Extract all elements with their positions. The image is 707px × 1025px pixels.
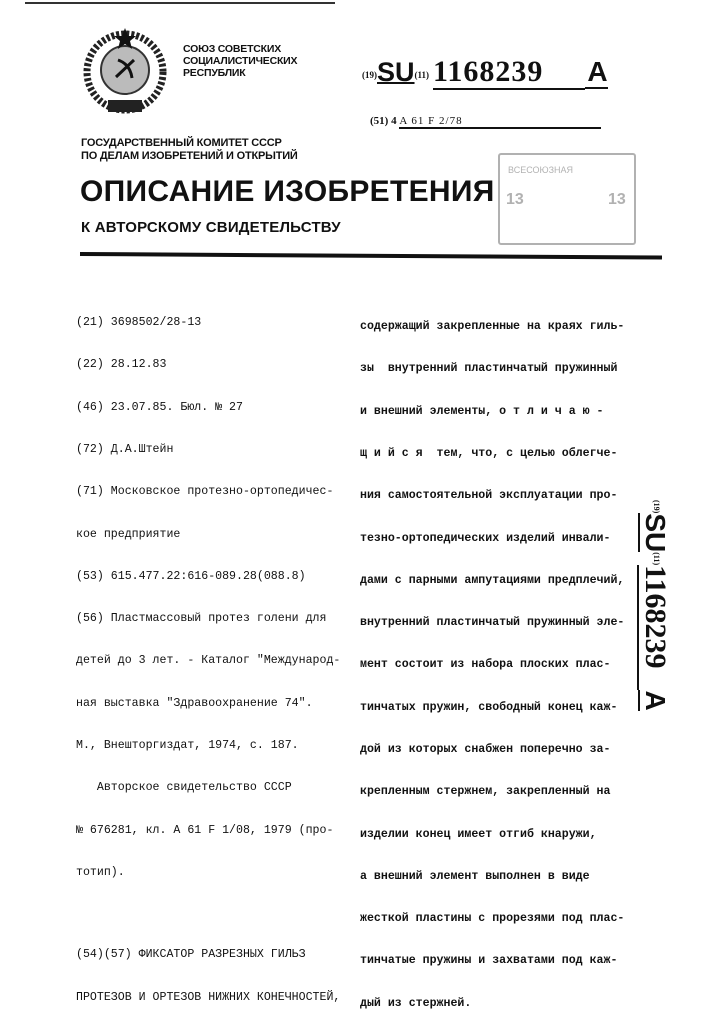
biblio-line: детей до 3 лет. - Каталог "Международ- [76,654,341,668]
ipc-classification [370,115,601,127]
claim-line: изделии конец имеет отгиб кнаружи, [360,827,597,841]
claim-line: тезно-ортопедических изделий инвали- [360,531,611,545]
claim-line: жесткой пластины с прорезями под плас- [360,912,625,926]
claim-line: зы внутренний пластинчатый пружинный [360,362,618,376]
patent-number: 1168239 [433,55,585,90]
library-stamp [498,153,636,245]
claim-line: мент состоит из набора плоских плас- [360,658,611,672]
header-divider [80,252,662,260]
ipc-label: (51) 4 [370,115,397,127]
document-title: ОПИСАНИЕ ИЗОБРЕТЕНИЯ [80,175,495,208]
bibliographic-data [76,288,340,1019]
side-number-code-label: (11) [652,552,661,566]
side-kind-code: A [640,690,671,711]
biblio-line: тотип). [76,865,125,879]
committee-line-2: ПО ДЕЛАМ ИЗОБРЕТЕНИЙ И ОТКРЫТИЙ [81,150,298,162]
biblio-line: № 676281, кл. A 61 F 1/08, 1979 (про- [76,823,334,837]
top-edge-line [25,2,335,4]
claim-line: дый из стержней. [360,996,472,1010]
claim-text [360,292,624,1025]
biblio-line: (46) 23.07.85. Бюл. № 27 [76,400,243,414]
document-subtitle: К АВТОРСКОМУ СВИДЕТЕЛЬСТВУ [81,219,341,236]
ipc-value: A 61 F 2/78 [399,115,600,129]
biblio-line: М., Внешторгиздат, 1974, с. 187. [76,739,299,752]
claim-line: внутренний пластинчатый пружинный эле- [360,616,625,630]
biblio-line: (22) 28.12.83 [76,358,167,372]
stamp-digits-left: 13 [506,191,524,208]
biblio-line: (56) Пластмассовый протез голени для [76,612,327,626]
claim-line: тинчатые пружины и захватами под каж- [360,954,618,968]
claim-line: дами с парными ампутациями предплечий, [360,573,625,587]
claim-line: ния самостоятельной эксплуатации про- [360,489,618,503]
stamp-digits-right: 13 [608,191,626,208]
ussr-emblem-icon [80,22,170,117]
claim-line: щ и й с я тем, что, с целью облегче- [360,447,618,461]
committee-name [81,137,298,163]
org-line-1: СОЮЗ СОВЕТСКИХ [183,43,282,55]
biblio-line: Авторское свидетельство СССР [76,781,292,795]
claim-line: крепленным стержнем, закрепленный на [360,785,611,799]
committee-line-1: ГОСУДАРСТВЕННЫЙ КОМИТЕТ СССР [81,137,282,149]
biblio-line: (72) Д.А.Штейн [76,443,174,457]
biblio-line: (21) 3698502/28-13 [76,316,202,330]
side-country-code-label: (19) [652,500,661,514]
invention-title-line: ПРОТЕЗОВ И ОРТЕЗОВ НИЖНИХ КОНЕЧНОСТЕЙ, [76,990,341,1004]
claim-line: а внешний элемент выполнен в виде [360,869,590,883]
biblio-line: (71) Московское протезно-ортопедичес- [76,485,334,499]
stamp-line-1: ВСЕСОЮЗНАЯ [508,165,574,175]
side-country-code: SU [640,513,671,553]
org-line-2: СОЦИАЛИСТИЧЕСКИХ [183,55,298,67]
country-code: SU [377,57,415,87]
claim-line: дой из которых снабжен поперечно за- [360,743,611,756]
union-name [183,43,297,79]
side-publication-number [612,500,672,785]
biblio-line: кое предприятие [76,527,181,541]
side-patent-number: 1168239 [637,565,672,690]
publication-number [362,55,608,89]
number-code-label: (11) [414,70,430,80]
claim-line: содержащий закрепленные на краях гиль- [360,320,625,334]
claim-line: и внешний элементы, о т л и ч а ю - [360,404,604,418]
org-line-3: РЕСПУБЛИК [183,67,246,79]
kind-code: A [587,56,608,87]
invention-title-line: (54)(57) ФИКСАТОР РАЗРЕЗНЫХ ГИЛЬЗ [76,948,306,962]
biblio-line: ная выставка "Здравоохранение 74". [76,696,313,710]
country-code-label: (19) [362,70,377,80]
claim-line: тинчатых пружин, свободный конец каж- [360,700,618,714]
biblio-line: (53) 615.477.22:616-089.28(088.8) [76,569,306,583]
